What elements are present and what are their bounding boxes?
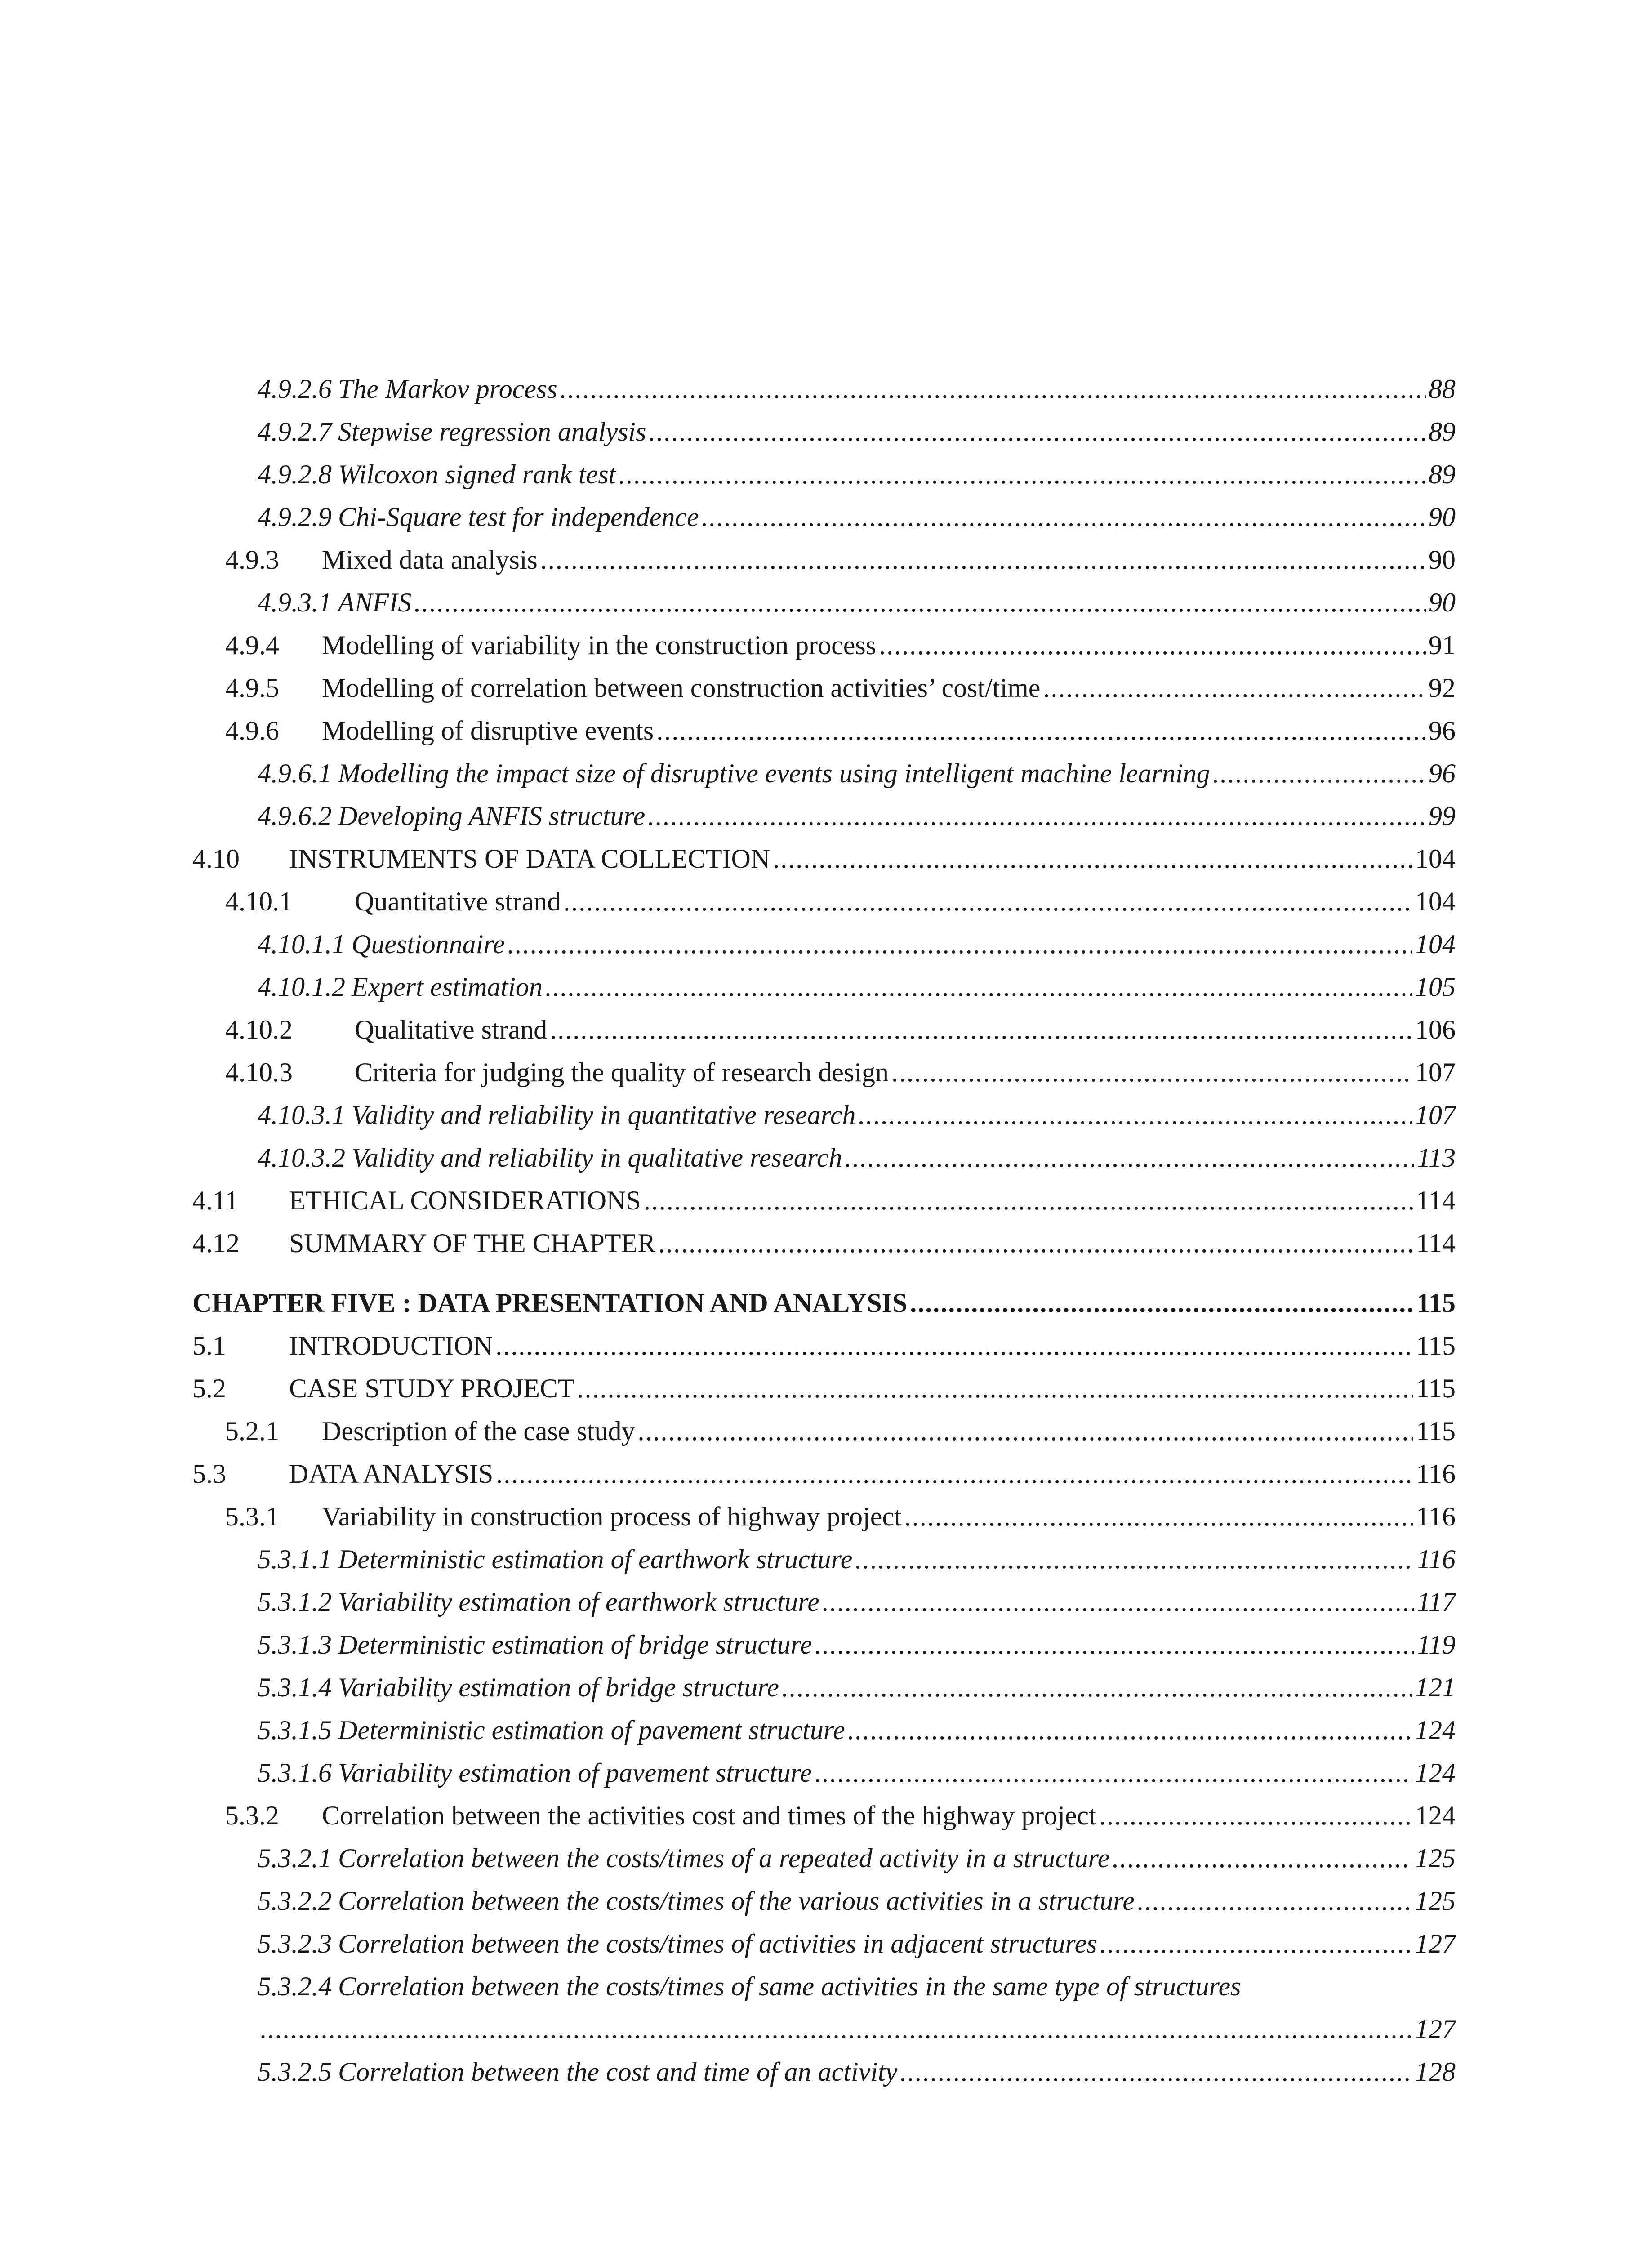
toc-leader-dots: [508, 923, 1412, 966]
toc-entry-number: 4.10: [192, 844, 240, 874]
toc-entry: [192, 1922, 1456, 1965]
toc-entry-number: 4.10.2: [225, 1015, 293, 1044]
toc-entry-page: 88: [1429, 374, 1456, 404]
toc-entry-number: 5.3.2: [225, 1801, 279, 1830]
toc-entry: [192, 752, 1456, 795]
toc-entry-title: INSTRUMENTS OF DATA COLLECTION: [289, 844, 770, 874]
toc-leader-dots: [648, 795, 1426, 838]
toc-entry-number: 5.3.1.4: [258, 1673, 332, 1702]
toc-entry-number: 4.10.1.1: [258, 929, 345, 959]
toc-entry-title: Mixed data analysis: [322, 545, 538, 575]
toc-entry-title: Deterministic estimation of earthwork structure: [338, 1544, 853, 1574]
toc-entry: [192, 1794, 1456, 1837]
toc-entry-page: 107: [1415, 1057, 1456, 1087]
toc-entry-title: Quantitative strand: [355, 887, 561, 916]
toc-entry-page: 127: [1415, 1929, 1456, 1958]
toc-leader-dots: [619, 453, 1426, 496]
toc-entry: [192, 581, 1456, 624]
toc-leader-dots: [563, 880, 1412, 923]
toc-entry: [192, 1538, 1456, 1581]
toc-entry-title: Developing ANFIS structure: [338, 801, 646, 831]
toc-entry: [192, 1837, 1456, 1880]
toc-entry-title: Description of the case study: [322, 1416, 635, 1446]
toc-entry-number: 4.12: [192, 1228, 240, 1258]
toc-entry-title: Validity and reliability in qualitative research: [352, 1143, 842, 1173]
toc-entry-page: 115: [1416, 1331, 1456, 1360]
toc-entry-title: Variability in construction process of highway project: [322, 1502, 902, 1531]
toc-leader-dots: [658, 1222, 1413, 1265]
toc-entry: [192, 453, 1456, 496]
toc-leader-dots: [496, 1453, 1413, 1495]
toc-entry-number: 5.3.1.5: [258, 1715, 332, 1745]
toc-entry: [192, 1495, 1456, 1538]
toc-entry-number: 4.10.1: [225, 887, 293, 916]
toc-entry-number: 5.3: [192, 1459, 226, 1489]
toc-entry-number: 4.9.5: [225, 673, 279, 703]
toc-entry-page: 107: [1415, 1100, 1456, 1130]
toc-leader-dots: [637, 1410, 1413, 1453]
toc-leader-dots: [1112, 1837, 1412, 1880]
toc-entry: [192, 368, 1456, 410]
toc-entry-title: Deterministic estimation of pavement structure: [338, 1715, 845, 1745]
toc-entry-number: 4.9.2.9: [258, 502, 332, 532]
toc-leader-dots: [545, 966, 1412, 1008]
toc-entry-number: 4.9.2.6: [258, 374, 332, 404]
toc-entry-title: Stepwise regression analysis: [338, 417, 646, 446]
toc-entry-page: 113: [1417, 1143, 1456, 1173]
toc-leader-dots: [815, 1624, 1414, 1666]
toc-entry-title: Correlation between the costs/times of the various activities in a structure: [338, 1886, 1135, 1916]
toc-leader-dots: [879, 624, 1426, 667]
toc-entry-number: 4.11: [192, 1186, 239, 1215]
toc-entry-page: 90: [1429, 502, 1456, 532]
toc-leader-dots: [1043, 667, 1426, 709]
toc-entry-page: 99: [1429, 801, 1456, 831]
toc-entry-page: 124: [1415, 1801, 1456, 1830]
toc-entry-number: 5.3.2.1: [258, 1843, 332, 1873]
toc-leader-dots: [644, 1179, 1413, 1222]
toc-entry: [192, 410, 1456, 453]
toc-entry-page: 117: [1417, 1587, 1456, 1617]
toc-entry-number: 4.9.6.2: [258, 801, 332, 831]
toc-leader-dots: [900, 2051, 1412, 2093]
toc-entry-number: 4.9.4: [225, 630, 279, 660]
toc-entry: [192, 1008, 1456, 1051]
table-of-contents: [192, 368, 1456, 2093]
toc-leader-dots: [550, 1008, 1412, 1051]
toc-entry: [192, 1752, 1456, 1794]
toc-entry-title: Variability estimation of pavement structure: [338, 1758, 812, 1788]
toc-entry: [192, 923, 1456, 966]
toc-entry: [192, 838, 1456, 880]
toc-entry: [192, 1179, 1456, 1222]
toc-entry-number: 5.1: [192, 1331, 226, 1360]
toc-leader-dots: [540, 539, 1426, 581]
toc-entry-page: 89: [1429, 417, 1456, 446]
toc-entry: [192, 966, 1456, 1008]
toc-leader-dots: [577, 1367, 1414, 1410]
toc-entry-title: CHAPTER FIVE : DATA PRESENTATION AND ANALYSIS: [192, 1288, 908, 1318]
toc-leader-dots: [845, 1137, 1414, 1179]
toc-leader-dots: [891, 1051, 1412, 1094]
toc-entry-title: Correlation between the costs/times of activities in adjacent structures: [338, 1929, 1097, 1958]
toc-entry-title: Correlation between the cost and time of an activity: [338, 2057, 898, 2087]
toc-entry-page: 89: [1429, 459, 1456, 489]
toc-entry-page: 114: [1416, 1228, 1456, 1258]
toc-entry-title: DATA ANALYSIS: [289, 1459, 494, 1489]
toc-entry-title: Variability estimation of earthwork structure: [338, 1587, 820, 1617]
toc-entry-page: 124: [1415, 1715, 1456, 1745]
toc-leader-dots: [910, 1282, 1414, 1325]
toc-entry-page: 125: [1415, 1886, 1456, 1916]
toc-entry-title: Chi-Square test for independence: [338, 502, 699, 532]
toc-entry-title: Expert estimation: [352, 972, 543, 1002]
toc-entry-page: 92: [1429, 673, 1456, 703]
toc-entry: [192, 1367, 1456, 1410]
toc-entry-title: Modelling of variability in the construction process: [322, 630, 877, 660]
toc-entry-page: 90: [1429, 545, 1456, 575]
toc-entry-page: 125: [1415, 1843, 1456, 1873]
toc-entry-title: Correlation between the costs/times of a repeated activity in a structure: [338, 1843, 1110, 1873]
toc-leader-dots: [822, 1581, 1414, 1624]
toc-entry-number: 5.3.2.5: [258, 2057, 332, 2087]
toc-entry-title: Modelling of disruptive events: [322, 716, 654, 745]
toc-leader-dots: [1137, 1880, 1412, 1922]
toc-entry: [192, 709, 1456, 752]
toc-leader-dots: [848, 1709, 1412, 1752]
toc-entry-number: 5.3.2.3: [258, 1929, 332, 1958]
toc-entry-title: ANFIS: [338, 588, 412, 617]
toc-entry-page: 115: [1416, 1416, 1456, 1446]
toc-leader-dots: [1213, 752, 1426, 795]
toc-entry: [192, 1051, 1456, 1094]
toc-leader-dots: [1100, 1922, 1412, 1965]
toc-entry-number: 4.10.3: [225, 1057, 293, 1087]
toc-leader-dots: [858, 1094, 1412, 1137]
toc-entry-number: 4.9.6.1: [258, 758, 332, 788]
toc-entry: [192, 1325, 1456, 1367]
toc-leader-dots: [904, 1495, 1414, 1538]
toc-leader-dots: [782, 1666, 1412, 1709]
toc-entry: [192, 1624, 1456, 1666]
toc-entry-number: 4.9.2.8: [258, 459, 332, 489]
toc-entry-title: Variability estimation of bridge structure: [338, 1673, 779, 1702]
toc-entry-title: Validity and reliability in quantitative research: [352, 1100, 856, 1130]
toc-entry-page: 115: [1416, 1374, 1456, 1403]
toc-entry: [192, 795, 1456, 838]
toc-leader-dots: [815, 1752, 1412, 1794]
toc-leader-dots: [495, 1325, 1413, 1367]
toc-entry-page: 114: [1416, 1186, 1456, 1215]
toc-entry-page: 105: [1415, 972, 1456, 1002]
toc-entry-title: Wilcoxon signed rank test: [338, 459, 616, 489]
toc-entry-number: 4.10.1.2: [258, 972, 345, 1002]
toc-entry-page: 106: [1415, 1015, 1456, 1044]
toc-leader-dots: [656, 709, 1426, 752]
toc-entry: [192, 1581, 1456, 1624]
toc-entry-page: 121: [1415, 1673, 1456, 1702]
toc-entry-title: Correlation between the activities cost and times of the highway project: [322, 1801, 1096, 1830]
toc-leader-dots: [260, 2008, 1412, 2051]
toc-entry-number: 5.3.1: [225, 1502, 279, 1531]
toc-entry-number: 5.3.1.6: [258, 1758, 332, 1788]
toc-entry: [192, 1137, 1456, 1179]
toc-entry: [192, 1965, 1456, 2008]
toc-entry-number: 4.10.3.2: [258, 1143, 345, 1173]
toc-entry-page: 116: [1417, 1544, 1456, 1574]
toc-entry-page: 115: [1416, 1288, 1456, 1318]
toc-entry-number: 4.10.3.1: [258, 1100, 345, 1130]
toc-entry-title: ETHICAL CONSIDERATIONS: [289, 1186, 641, 1215]
toc-entry-number: 5.3.1.3: [258, 1630, 332, 1659]
toc-entry-title: Qualitative strand: [355, 1015, 548, 1044]
toc-chapter-heading: [192, 1282, 1456, 1325]
toc-entry: [192, 496, 1456, 539]
toc-entry-number: 5.3.2.4: [258, 1971, 332, 2001]
toc-entry-title: Modelling the impact size of disruptive events using intelligent machine learning: [338, 758, 1210, 788]
toc-entry-page: 96: [1429, 716, 1456, 745]
toc-entry-page: 104: [1415, 929, 1456, 959]
toc-entry-title: Modelling of correlation between construction activities’ cost/time: [322, 673, 1041, 703]
toc-entry-title: Criteria for judging the quality of research design: [355, 1057, 889, 1087]
toc-entry: [192, 1709, 1456, 1752]
toc-entry-number: 5.3.1.2: [258, 1587, 332, 1617]
toc-entry: [192, 880, 1456, 923]
toc-entry-title: The Markov process: [338, 374, 557, 404]
toc-entry: [192, 2051, 1456, 2093]
toc-entry: [192, 1410, 1456, 1453]
toc-entry: [192, 1094, 1456, 1137]
toc-entry: [192, 624, 1456, 667]
toc-leader-dots: [773, 838, 1412, 880]
toc-leader-dots: [1099, 1794, 1412, 1837]
toc-entry-page: 127: [1415, 2014, 1456, 2044]
toc-entry-page: 91: [1429, 630, 1456, 660]
toc-entry: [192, 1453, 1456, 1495]
toc-entry-title: SUMMARY OF THE CHAPTER: [289, 1228, 656, 1258]
toc-entry-title: Questionnaire: [352, 929, 505, 959]
toc-entry-number: 4.9.2.7: [258, 417, 332, 446]
toc-entry: [192, 1666, 1456, 1709]
toc-entry-number: 4.9.3.1: [258, 588, 332, 617]
toc-entry-page: 116: [1416, 1459, 1456, 1489]
toc-entry-page: 124: [1415, 1758, 1456, 1788]
toc-entry-number: 4.9.6: [225, 716, 279, 745]
toc-entry-title: CASE STUDY PROJECT: [289, 1374, 574, 1403]
toc-entry-page: 90: [1429, 588, 1456, 617]
toc-entry: [192, 539, 1456, 581]
toc-entry-page: 116: [1416, 1502, 1456, 1531]
toc-entry-number: 5.2.1: [225, 1416, 279, 1446]
toc-entry-number: 4.9.3: [225, 545, 279, 575]
toc-entry-page: 104: [1415, 844, 1456, 874]
toc-leader-dots: [414, 581, 1426, 624]
toc-leader-dots: [649, 410, 1426, 453]
toc-entry: [192, 1222, 1456, 1265]
toc-leader-dots: [560, 368, 1426, 410]
toc-entry-continuation: [192, 2008, 1456, 2051]
toc-entry-number: 5.2: [192, 1374, 226, 1403]
toc-entry-title: Deterministic estimation of bridge structure: [338, 1630, 812, 1659]
toc-entry-number: 5.3.1.1: [258, 1544, 332, 1574]
toc-entry-page: 119: [1417, 1630, 1456, 1659]
toc-leader-dots: [855, 1538, 1414, 1581]
toc-leader-dots: [702, 496, 1426, 539]
toc-entry-number: 5.3.2.2: [258, 1886, 332, 1916]
toc-entry-title: INTRODUCTION: [289, 1331, 493, 1360]
toc-entry-page: 104: [1415, 887, 1456, 916]
toc-entry: [192, 1880, 1456, 1922]
toc-entry-title: Correlation between the costs/times of same activities in the same type of structures: [338, 1971, 1241, 2001]
toc-entry-page: 128: [1415, 2057, 1456, 2087]
toc-entry-page: 96: [1429, 758, 1456, 788]
toc-entry: [192, 667, 1456, 709]
